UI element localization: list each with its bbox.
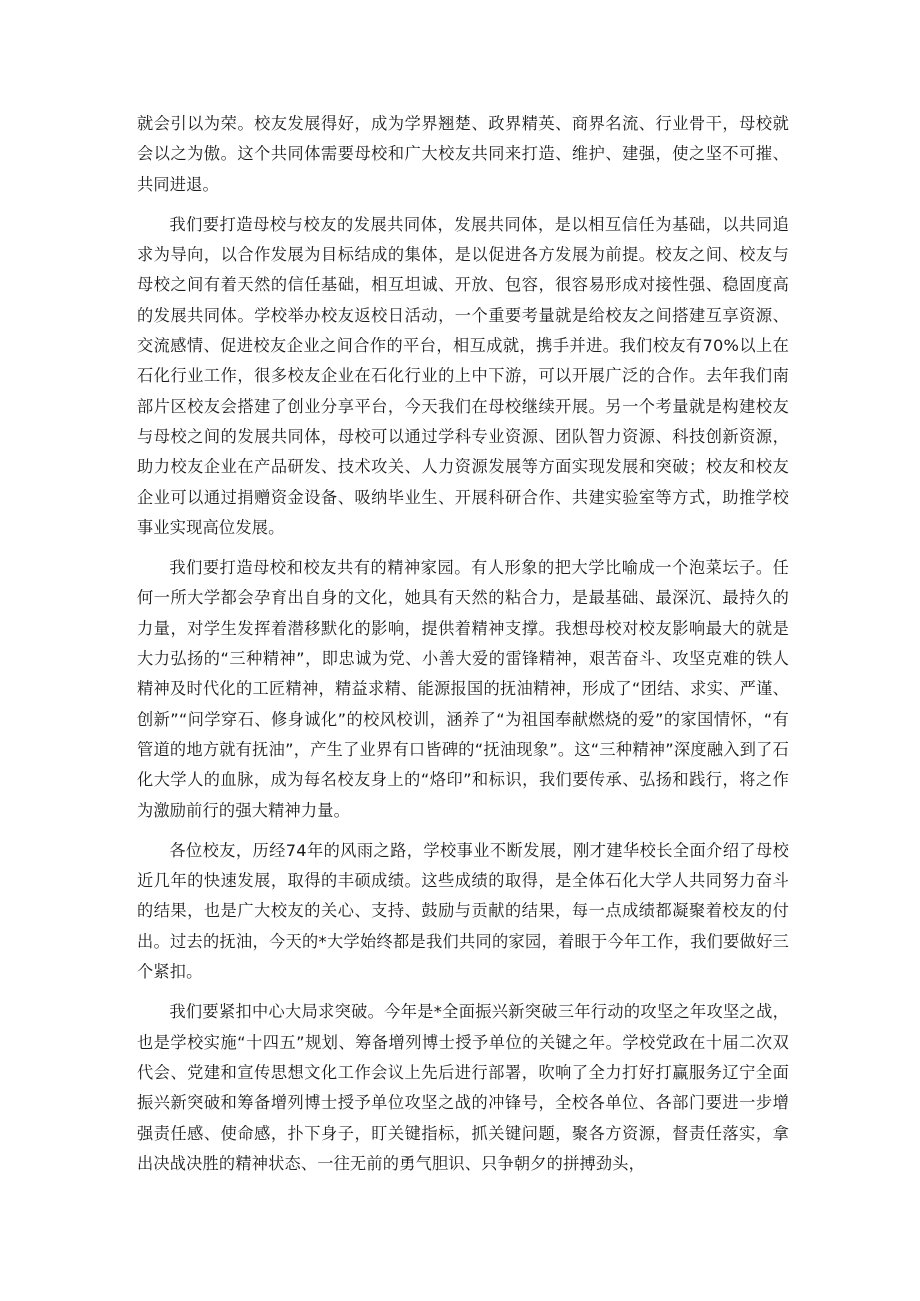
paragraph-4: 各位校友，历经74年的风雨之路，学校事业不断发展，刚才建华校长全面介绍了母校近几年的快速发展，取得的丰硕成绩。这些成绩的取得，是全体石化大学人共同努力奋斗的结果，也是广大校友的关心、支持、鼓励与贡献的结果，每一点成绩都凝聚着校友的付出。过去的抚油，今天的*大学始终都是我们共同的家园，着眼于今年工作，我们要做好三个紧扣。 [137,840,789,982]
paragraph-1: 就会引以为荣。校友发展得好，成为学界翘楚、政界精英、商界名流、行业骨干，母校就会以之为傲。这个共同体需要母校和广大校友共同来打造、维护、建强，使之坚不可摧、共同进退。 [137,114,789,194]
paragraph-3: 我们要打造母校和校友共有的精神家园。有人形象的把大学比喻成一个泡菜坛子。任何一所大学都会孕育出自身的文化，她具有天然的粘合力，是最基础、最深沉、最持久的力量，对学生发挥着潜移默化的影响，提供着精神支撑。我想母校对校友影响最大的就是大力弘扬的“三种精神”，即忠诚为党、小善大爱的雷锋精神，艰苦奋斗、攻坚克难的铁人精神及时代化的工匠精神，精益求精、能源报国的抚油精神，形成了“团结、求实、严谨、创新”“问学穿石、修身诚化”的校风校训，涵养了“为祖国奉献燃烧的爱”的家国情怀，“有管道的地方就有抚油”，产生了业界有口皆碑的“抚油现象”。这“三种精神”深度融入到了石化大学人的血脉，成为每名校友身上的“烙印”和标识，我们要传承、弘扬和践行，将之作为激励前行的强大精神力量。 [137,558,789,820]
document-body [137,109,789,1189]
paragraph-5: 我们要紧扣中心大局求突破。今年是*全面振兴新突破三年行动的攻坚之年攻坚之战，也是学校实施“十四五”规划、筹备增列博士授予单位的关键之年。学校党政在十届二次双代会、党建和宣传思想文化工作会议上先后进行部署，吹响了全力打好打赢服务辽宁全面振兴新突破和筹备增列博士授予单位攻坚之战的冲锋号，全校各单位、各部门要进一步增强责任感、使命感，扑下身子，盯关键指标，抓关键问题，聚各方资源，督责任落实，拿出决战决胜的精神状态、一往无前的勇气胆识、只争朝夕的拼搏劲头， [137,1002,789,1173]
paragraph-2: 我们要打造母校与校友的发展共同体，发展共同体，是以相互信任为基础，以共同追求为导向，以合作发展为目标结成的集体，是以促进各方发展为前提。校友之间、校友与母校之间有着天然的信任基础，相互坦诚、开放、包容，很容易形成对接性强、稳固度高的发展共同体。学校举办校友返校日活动，一个重要考量就是给校友之间搭建互享资源、交流感情、促进校友企业之间合作的平台，相互成就，携手并进。我们校友有70%以上在石化行业工作，很多校友企业在石化行业的上中下游，可以开展广泛的合作。去年我们南部片区校友会搭建了创业分享平台，今天我们在母校继续开展。另一个考量就是构建校友与母校之间的发展共同体，母校可以通过学科专业资源、团队智力资源、科技创新资源，助力校友企业在产品研发、技术攻关、人力资源发展等方面实现发展和突破；校友和校友企业可以通过捐赠资金设备、吸纳毕业生、开展科研合作、共建实验室等方式，助推学校事业实现高位发展。 [137,214,789,537]
